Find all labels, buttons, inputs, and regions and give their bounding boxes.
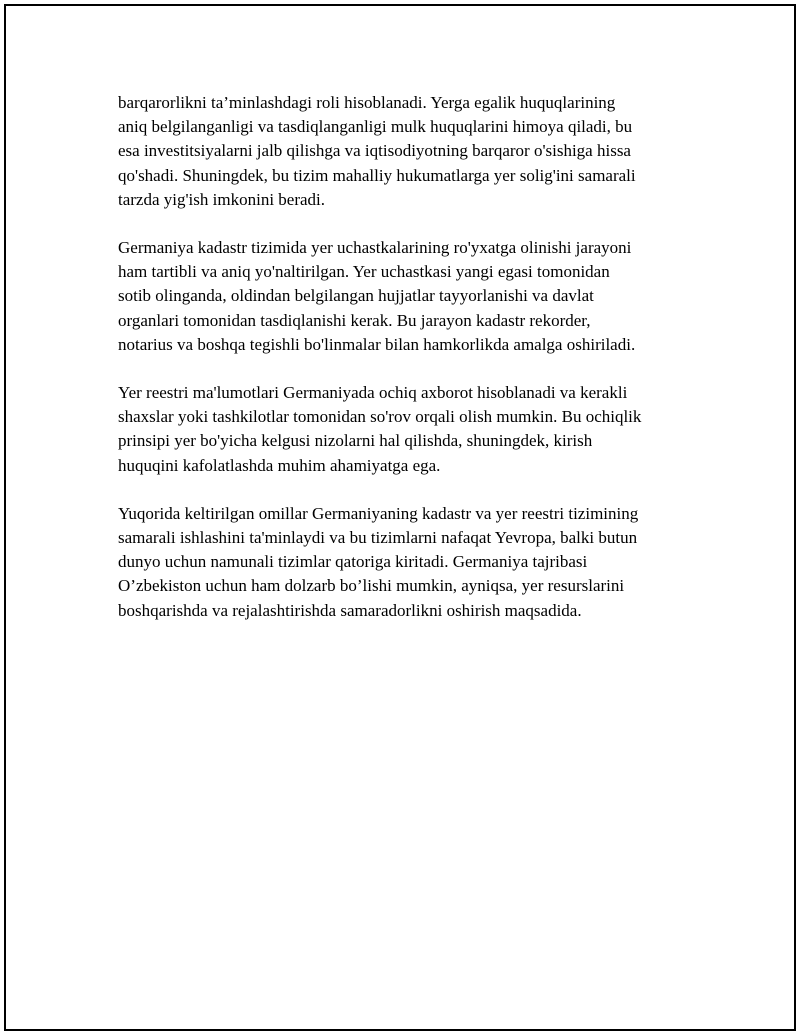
text-line: dunyo uchun namunali tizimlar qatoriga kiritadi. Germaniya tajribasi [118, 552, 588, 572]
text-line: samarali ishlashini ta'minlaydi va bu tizimlarni nafaqat Yevropa, balki butun [118, 528, 638, 548]
text-line: notarius va boshqa tegishli bo'linmalar bilan hamkorlikda amalga oshiriladi. [118, 334, 636, 354]
text-line: boshqarishda va rejalashtirishda samaradorlikni oshirish maqsadida. [118, 600, 582, 620]
text-line: sotib olinganda, oldindan belgilangan hujjatlar tayyorlanishi va davlat [118, 286, 594, 306]
text-line: shaxslar yoki tashkilotlar tomonidan so'rov orqali olish mumkin. Bu ochiqlik [118, 407, 642, 427]
document-body [118, 91, 698, 647]
text-line: prinsipi yer bo'yicha kelgusi nizolarni hal qilishda, shuningdek, kirish [118, 431, 593, 451]
paragraph-4 [118, 502, 698, 623]
text-line: Yer reestri ma'lumotlari Germaniyada ochiq axborot hisoblanadi va kerakli [118, 383, 628, 403]
paragraph-1 [118, 91, 698, 212]
text-line: tarzda yig'ish imkonini beradi. [118, 189, 326, 209]
text-line: O’zbekiston uchun ham dolzarb bo’lishi mumkin, ayniqsa, yer resurslarini [118, 576, 625, 596]
paragraph-2 [118, 236, 698, 357]
text-line: ham tartibli va aniq yo'naltirilgan. Yer uchastkasi yangi egasi tomonidan [118, 262, 610, 282]
paragraph-3 [118, 381, 698, 478]
text-line: huquqini kafolatlashda muhim ahamiyatga ega. [118, 455, 441, 475]
text-line: Germaniya kadastr tizimida yer uchastkalarining ro'yxatga olinishi jarayoni [118, 238, 632, 258]
text-line: Yuqorida keltirilgan omillar Germaniyaning kadastr va yer reestri tizimining [118, 503, 639, 523]
text-line: aniq belgilanganligi va tasdiqlanganligi mulk huquqlarini himoya qiladi, bu [118, 117, 633, 137]
text-line: organlari tomonidan tasdiqlanishi kerak. Bu jarayon kadastr rekorder, [118, 310, 591, 330]
text-line: esa investitsiyalarni jalb qilishga va iqtisodiyotning barqaror o'sishiga hissa [118, 141, 631, 161]
text-line: barqarorlikni ta’minlashdagi roli hisoblanadi. Yerga egalik huquqlarining [118, 93, 616, 112]
text-line: qo'shadi. Shuningdek, bu tizim mahalliy hukumatlarga yer solig'ini samarali [118, 165, 636, 185]
